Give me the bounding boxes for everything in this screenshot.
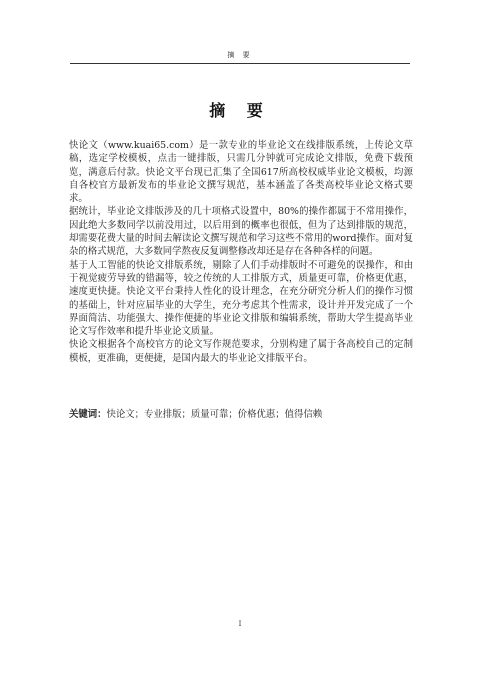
abstract-paragraph: 据统计，毕业论文排版涉及的几十项格式设置中，80%的操作都属于不常用操作，因此绝大多数同学以前没用过，以后用到的概率也很低，但为了达到排版的规范，却需要花费大量的时间去解读论文撰写规范和学习这些不常用的word操作。面对复杂的格式规范，大多数同学熬夜反复调整修改却还是存在各种各样的问题。: [69, 206, 413, 258]
page-number: I: [238, 620, 242, 628]
running-header: 摘 要: [227, 51, 253, 59]
keywords-label: 关键词：: [69, 409, 107, 420]
header-rule: [70, 63, 410, 64]
abstract-paragraph: 基于人工智能的快论文排版系统，剔除了人们手动排版时不可避免的误操作，和由于视觉疲劳导致的错漏等，较之传统的人工排版方式，质量更可靠，价格更优惠，速度更快捷。快论文平台秉持人性化的设计理念，在充分研究分析人们的操作习惯的基础上，针对应届毕业的大学生，充分考虑其个性需求，设计并开发完成了一个界面简洁、功能强大、操作便捷的毕业论文排版和编辑系统，帮助大学生提高毕业论文写作效率和提升毕业论文质量。: [69, 259, 413, 338]
keywords-text: 快论文；专业排版；质量可靠；价格优惠；值得信赖: [106, 409, 323, 420]
abstract-paragraph: 快论文（www.kuai65.com）是一款专业的毕业论文在线排版系统，上传论文草稿，选定学校模板，点击一键排版，只需几分钟就可完成论文排版，免费下载预览，满意后付款。快论文平台现已汇集了全国617所高校权威毕业论文模板，均源自各校官方最新发布的毕业论文撰写规范，基本涵盖了各类高校毕业论文格式要求。: [69, 140, 413, 205]
abstract-paragraph: 快论文根据各个高校官方的论文写作规范要求，分别构建了属于各高校自己的定制模板，更准确，更便捷，是国内最大的毕业论文排版平台。: [69, 339, 413, 364]
abstract-body: [69, 139, 413, 365]
keywords-line: [69, 408, 413, 421]
page-title: 摘 要: [209, 101, 271, 120]
